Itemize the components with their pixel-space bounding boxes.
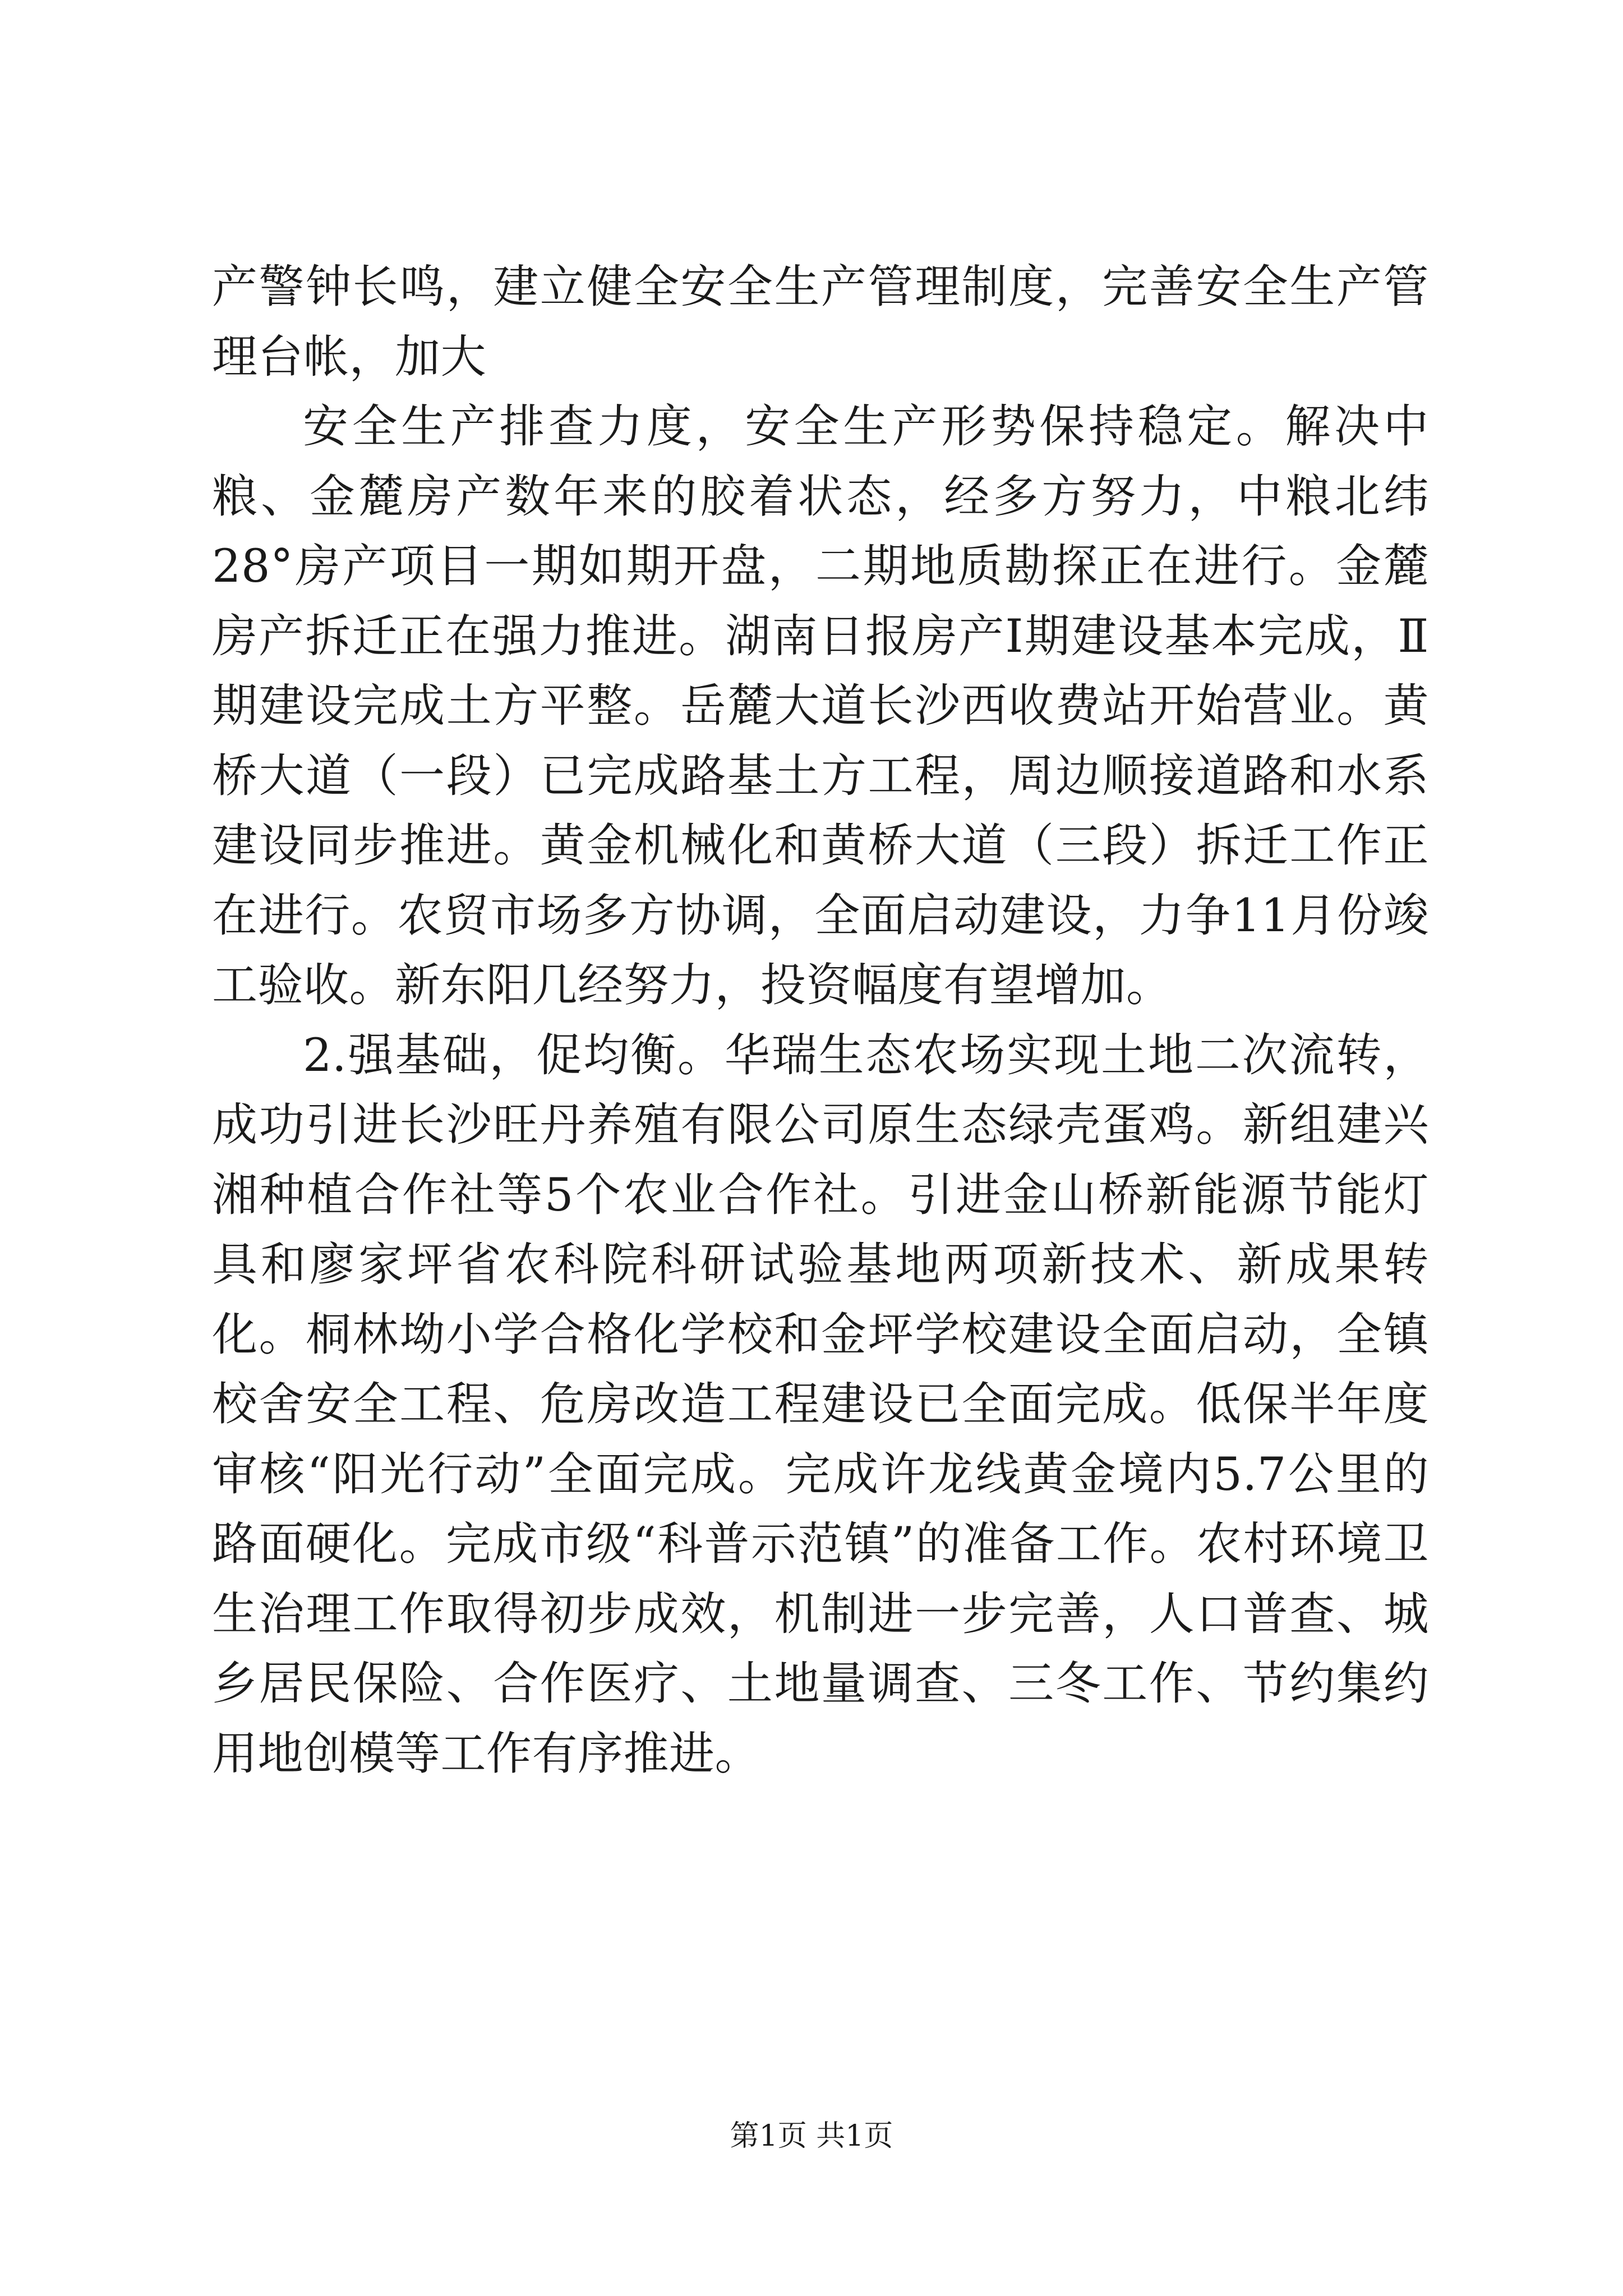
paragraph-strengthen-foundation: 2.强基础，促均衡。华瑞生态农场实现土地二次流转，成功引进长沙旺丹养殖有限公司原生态绿壳蛋鸡。新组建兴湘种植合作社等5个农业合作社。引进金山桥新能源节能灯具和廖家坪省农科院科研试验基地两项新技术、新成果转化。桐林坳小学合格化学校和金坪学校建设全面启动，全镇校舍安全工程、危房改造工程建设已全面完成。低保半年度审核“阳光行动”全面完成。完成许龙线黄金境内5.7公里的路面硬化。完成市级“科普示范镇”的准备工作。农村环境卫生治理工作取得初步成效，机制进一步完善，人口普查、城乡居民保险、合作医疗、土地量调查、三冬工作、节约集约用地创模等工作有序推进。	[212, 1029, 1429, 1780]
document-body	[212, 252, 1429, 1789]
paragraph-continued: 产警钟长鸣，建立健全安全生产管理制度，完善安全生产管理台帐，加大	[212, 261, 1429, 384]
paragraph-safety-and-projects: 安全生产排查力度，安全生产形势保持稳定。解决中粮、金麓房产数年来的胶着状态，经多方努力，中粮北纬28°房产项目一期如期开盘，二期地质勘探正在进行。金麓房产拆迁正在强力推进。湖南日报房产Ⅰ期建设基本完成，Ⅱ期建设完成土方平整。岳麓大道长沙西收费站开始营业。黄桥大道（一段）已完成路基土方工程，周边顺接道路和水系建设同步推进。黄金机械化和黄桥大道（三段）拆迁工作正在进行。农贸市场多方协调，全面启动建设，力争11月份竣工验收。新东阳几经努力，投资幅度有望增加。	[212, 401, 1429, 1012]
page-number-footer: 第1页 共1页	[730, 2119, 893, 2153]
